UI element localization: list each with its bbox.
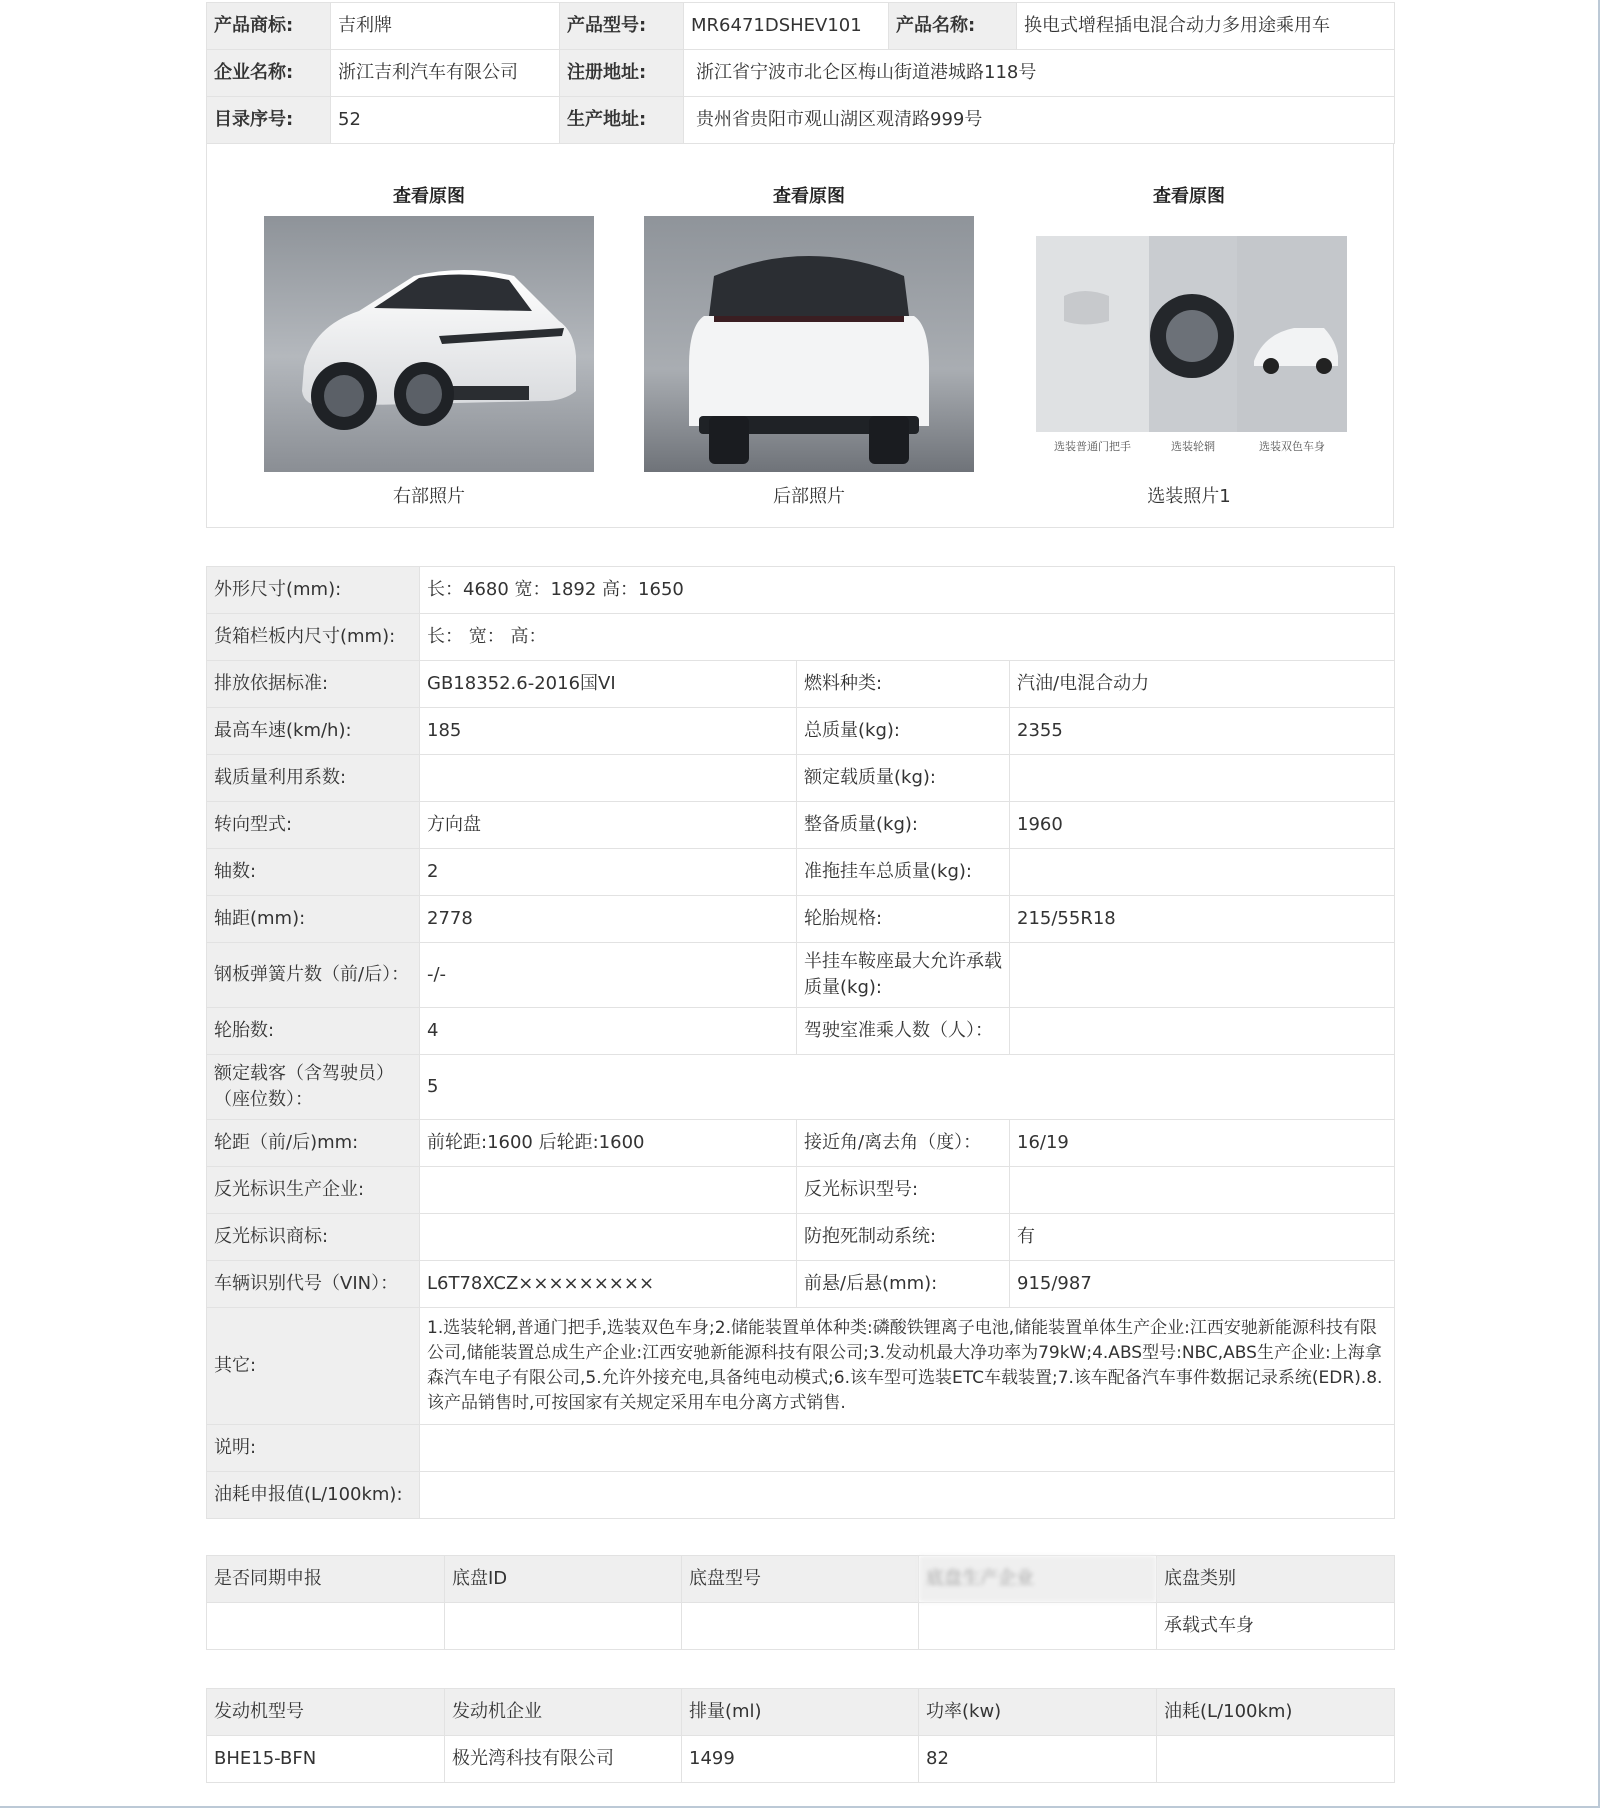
engine-table — [206, 1688, 1395, 1783]
table-cell: 承载式车身 — [1157, 1603, 1395, 1650]
other-notes: 1.选装轮辋,普通门把手,选装双色车身;2.储能装置单体种类:磷酸铁锂离子电池,储能装置单体生产企业:江西安驰新能源科技有限公司,储能装置总成生产企业:江西安驰新能源科技有限公司;3.发动机最大净功率为79kW;4.ABS型号:NBC,ABS生产企业:上海拿森汽车电子有限公司,5.允许外接充电,具备纯电动模式;6.该车型可选装ETC车载装置;7.该车配备汽车事件数据记录系统(EDR).8.该产品销售时,可按国家有关规定采用车电分离方式销售. — [420, 1308, 1395, 1425]
table-cell: 极光湾科技有限公司 — [445, 1736, 682, 1783]
photo-rear — [644, 184, 974, 510]
photo-caption: 选装照片1 — [1147, 486, 1231, 507]
table-header-row — [207, 1556, 1395, 1603]
column-header: 底盘ID — [445, 1556, 682, 1603]
spec-row — [207, 943, 1395, 1008]
chassis-table — [206, 1555, 1395, 1650]
sub-caption-two-tone: 选装双色车身 — [1259, 440, 1325, 453]
spec-value — [1010, 1167, 1395, 1214]
spec-label: 半挂车鞍座最大允许承载质量(kg): — [797, 943, 1010, 1008]
spec-row — [207, 1425, 1395, 1472]
spec-row — [207, 614, 1395, 661]
table-cell — [919, 1603, 1157, 1650]
spec-row — [207, 661, 1395, 708]
column-header: 底盘生产企业 — [919, 1556, 1157, 1603]
spec-label: 转向型式: — [207, 802, 420, 849]
spec-label: 说明: — [207, 1425, 420, 1472]
spec-value: 5 — [420, 1055, 1395, 1120]
spec-value — [420, 1425, 1395, 1472]
spec-value: 方向盘 — [420, 802, 797, 849]
spec-label: 轮胎数: — [207, 1008, 420, 1055]
reg-address-label: 注册地址: — [560, 50, 684, 97]
spec-row — [207, 896, 1395, 943]
column-header: 底盘类别 — [1157, 1556, 1395, 1603]
photo-gallery — [206, 144, 1394, 528]
spec-label: 车辆识别代号（VIN）： — [207, 1261, 420, 1308]
spec-label: 前悬/后悬(mm): — [797, 1261, 1010, 1308]
spec-value: 长： 宽： 高： — [420, 614, 1395, 661]
spec-label: 额定载质量(kg): — [797, 755, 1010, 802]
table-cell — [445, 1603, 682, 1650]
spec-label: 燃料种类: — [797, 661, 1010, 708]
photo-right — [264, 184, 594, 510]
spec-label: 整备质量(kg): — [797, 802, 1010, 849]
right-view-photo[interactable] — [264, 216, 594, 472]
reg-address-value: 浙江省宁波市北仑区梅山街道港城路118号 — [684, 50, 1395, 97]
catalog-no-value: 52 — [331, 97, 560, 144]
spec-label: 货箱栏板内尺寸(mm): — [207, 614, 420, 661]
spec-table — [206, 566, 1395, 1519]
sub-caption-door-handle: 选装普通门把手 — [1054, 440, 1131, 453]
table-row — [207, 1603, 1395, 1650]
model-value: MR6471DSHEV101 — [684, 3, 889, 50]
table-cell — [207, 1603, 445, 1650]
view-original-link[interactable]: 查看原图 — [393, 186, 465, 207]
spec-row — [207, 1008, 1395, 1055]
spec-label: 排放依据标准: — [207, 661, 420, 708]
spec-label: 轴数: — [207, 849, 420, 896]
spec-value: 4 — [420, 1008, 797, 1055]
spec-value — [1010, 943, 1395, 1008]
view-original-link[interactable]: 查看原图 — [1153, 186, 1225, 207]
table-cell: 1499 — [682, 1736, 919, 1783]
spec-value — [1010, 849, 1395, 896]
product-info-table — [206, 2, 1395, 144]
column-header: 功率(kw) — [919, 1689, 1157, 1736]
spec-label: 轮距（前/后)mm: — [207, 1120, 420, 1167]
spec-value: 前轮距:1600 后轮距:1600 — [420, 1120, 797, 1167]
spec-row — [207, 1120, 1395, 1167]
brand-value: 吉利牌 — [331, 3, 560, 50]
spec-value: 185 — [420, 708, 797, 755]
spec-value — [1010, 755, 1395, 802]
info-row — [207, 3, 1395, 50]
spec-value: GB18352.6-2016国VI — [420, 661, 797, 708]
table-cell — [682, 1603, 919, 1650]
info-row — [207, 50, 1395, 97]
spec-value: 2 — [420, 849, 797, 896]
spec-label: 其它: — [207, 1308, 420, 1425]
company-value: 浙江吉利汽车有限公司 — [331, 50, 560, 97]
prod-address-value: 贵州省贵阳市观山湖区观清路999号 — [684, 97, 1395, 144]
brand-label: 产品商标: — [207, 3, 331, 50]
spec-value — [1010, 1008, 1395, 1055]
spec-value: L6T78XCZ××××××××× — [420, 1261, 797, 1308]
column-header: 发动机企业 — [445, 1689, 682, 1736]
model-label: 产品型号: — [560, 3, 684, 50]
view-original-link[interactable]: 查看原图 — [773, 186, 845, 207]
product-name-value: 换电式增程插电混合动力多用途乘用车 — [1017, 3, 1395, 50]
spec-label: 总质量(kg): — [797, 708, 1010, 755]
spec-value: 915/987 — [1010, 1261, 1395, 1308]
spec-value: 2355 — [1010, 708, 1395, 755]
spec-row — [207, 802, 1395, 849]
catalog-no-label: 目录序号: — [207, 97, 331, 144]
spec-label: 反光标识商标: — [207, 1214, 420, 1261]
company-label: 企业名称: — [207, 50, 331, 97]
spec-label: 准拖挂车总质量(kg): — [797, 849, 1010, 896]
spec-value: 215/55R18 — [1010, 896, 1395, 943]
spec-row — [207, 1472, 1395, 1519]
rear-view-photo[interactable] — [644, 216, 974, 472]
spec-row — [207, 1055, 1395, 1120]
column-header: 油耗(L/100km) — [1157, 1689, 1395, 1736]
spec-label: 油耗申报值(L/100km): — [207, 1472, 420, 1519]
spec-row — [207, 1214, 1395, 1261]
optional-parts-icon — [1024, 216, 1354, 472]
spec-value: 16/19 — [1010, 1120, 1395, 1167]
spec-value — [420, 755, 797, 802]
column-header: 排量(ml) — [682, 1689, 919, 1736]
spec-label: 最高车速(km/h): — [207, 708, 420, 755]
sub-caption-wheel: 选装轮辋 — [1171, 440, 1215, 453]
table-cell: 82 — [919, 1736, 1157, 1783]
spec-row — [207, 567, 1395, 614]
photo-caption: 后部照片 — [773, 486, 845, 507]
spec-value: -/- — [420, 943, 797, 1008]
spec-row — [207, 1261, 1395, 1308]
spec-label: 接近角/离去角（度）： — [797, 1120, 1010, 1167]
photo-optional — [1024, 184, 1354, 510]
spec-label: 反光标识生产企业: — [207, 1167, 420, 1214]
table-cell — [1157, 1736, 1395, 1783]
spec-label: 轴距(mm): — [207, 896, 420, 943]
table-cell: BHE15-BFN — [207, 1736, 445, 1783]
spec-row — [207, 1167, 1395, 1214]
spec-value: 汽油/电混合动力 — [1010, 661, 1395, 708]
table-header-row — [207, 1689, 1395, 1736]
column-header: 发动机型号 — [207, 1689, 445, 1736]
spec-row — [207, 708, 1395, 755]
info-row — [207, 97, 1395, 144]
car-rear-icon — [644, 216, 974, 472]
spec-value — [420, 1214, 797, 1261]
spec-label: 驾驶室准乘人数（人）： — [797, 1008, 1010, 1055]
catalog-page — [206, 2, 1394, 1783]
spec-label: 额定载客（含驾驶员）（座位数）： — [207, 1055, 420, 1120]
spec-label: 外形尺寸(mm): — [207, 567, 420, 614]
spec-label: 钢板弹簧片数（前/后）： — [207, 943, 420, 1008]
spec-value — [420, 1167, 797, 1214]
prod-address-label: 生产地址: — [560, 97, 684, 144]
optional-equipment-photo[interactable] — [1024, 216, 1354, 472]
product-name-label: 产品名称: — [889, 3, 1017, 50]
column-header: 底盘型号 — [682, 1556, 919, 1603]
spec-value: 1960 — [1010, 802, 1395, 849]
car-right-icon — [264, 216, 594, 472]
spec-label: 防抱死制动系统: — [797, 1214, 1010, 1261]
spec-value — [420, 1472, 1395, 1519]
spec-row — [207, 755, 1395, 802]
spec-value: 有 — [1010, 1214, 1395, 1261]
spec-value: 长：4680 宽：1892 高：1650 — [420, 567, 1395, 614]
table-row — [207, 1736, 1395, 1783]
spec-row — [207, 849, 1395, 896]
spec-label: 反光标识型号: — [797, 1167, 1010, 1214]
spec-row — [207, 1308, 1395, 1425]
spec-label: 载质量利用系数: — [207, 755, 420, 802]
spec-label: 轮胎规格: — [797, 896, 1010, 943]
column-header: 是否同期申报 — [207, 1556, 445, 1603]
photo-caption: 右部照片 — [393, 486, 465, 507]
spec-value: 2778 — [420, 896, 797, 943]
